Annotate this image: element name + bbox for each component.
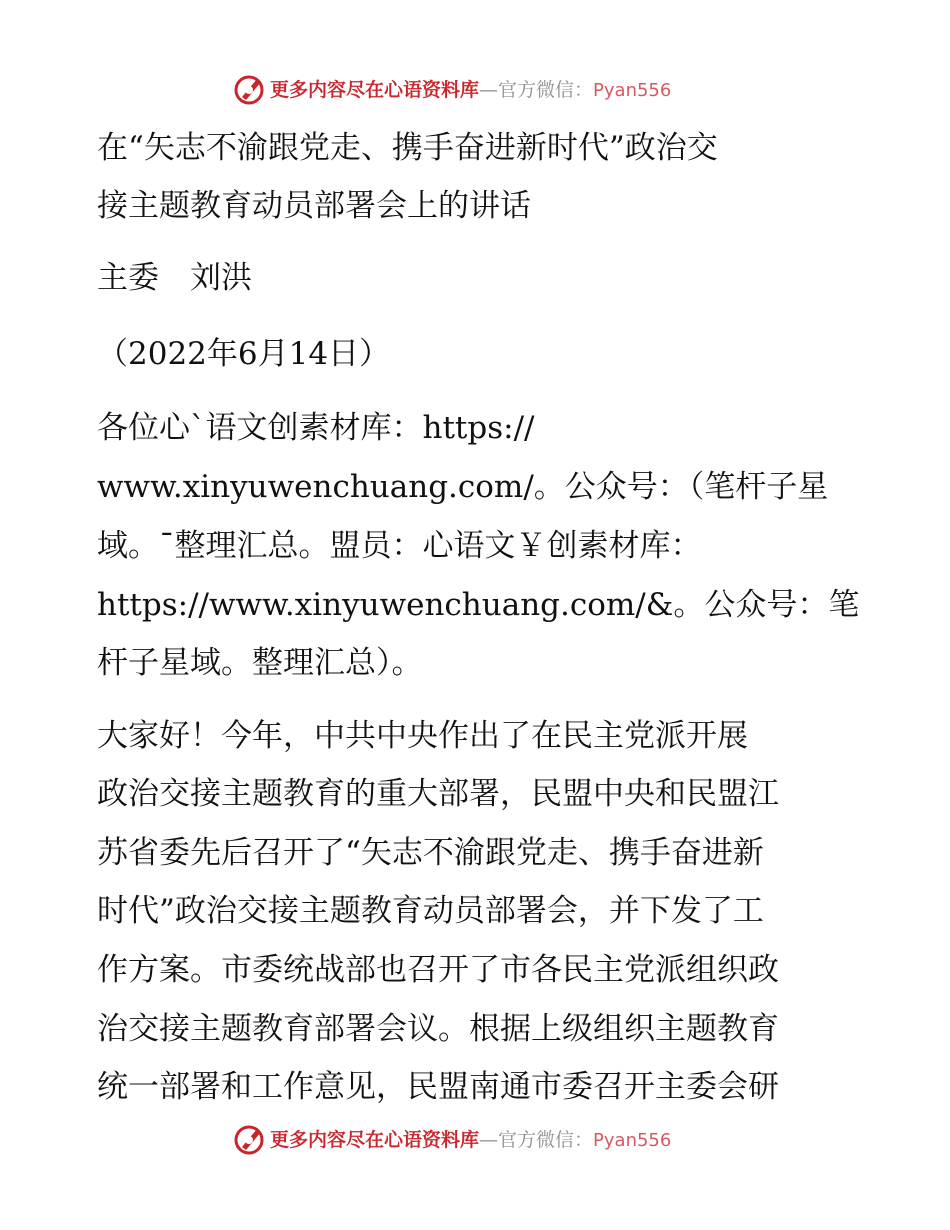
text-line: 时代”政治交接主题教育动员部署会，并下发了工 xyxy=(97,893,764,929)
pen-circle-logo-icon xyxy=(233,1122,267,1156)
title-line-1: 在“矢志不渝跟党走、携手奋进新时代”政治交 xyxy=(97,130,718,166)
text-line: 杆子星域。整理汇总）。 xyxy=(97,645,423,681)
text-line: 苏省委先后召开了“矢志不渝跟党走、携手奋进新 xyxy=(97,835,764,871)
text-line: https://www.xinyuwenchuang.com/&。公众号：笔 xyxy=(97,587,860,623)
date-line: （2022年6月14日） xyxy=(97,336,391,372)
watermark-wechat-label: —官方微信： xyxy=(479,1129,594,1151)
watermark-banner-top xyxy=(0,70,950,110)
watermark-wechat-id: Pyan556 xyxy=(593,80,672,101)
watermark-slogan: 更多内容尽在心语资料库 xyxy=(270,1129,480,1151)
watermark-banner-bottom xyxy=(0,1120,950,1160)
text-line: 作方案。市委统战部也召开了市各民主党派组织政 xyxy=(97,952,779,988)
watermark-text xyxy=(270,76,671,105)
text-line: 统一部署和工作意见，民盟南通市委召开主委会研 xyxy=(97,1069,779,1105)
text-line: www.xinyuwenchuang.com/。公众号：（笔杆子星 xyxy=(97,469,829,505)
pen-circle-logo-icon xyxy=(233,72,267,106)
author-line: 主委 刘洪 xyxy=(97,260,252,296)
text-line: 政治交接主题教育的重大部署，民盟中央和民盟江 xyxy=(97,776,779,812)
text-line: 大家好！今年，中共中央作出了在民主党派开展 xyxy=(97,718,748,754)
text-line: 域。¯整理汇总。盟员：心语文￥创素材库： xyxy=(97,528,702,564)
watermark-text xyxy=(270,1126,671,1155)
title-line-2: 接主题教育动员部署会上的讲话 xyxy=(97,188,531,224)
text-line: 治交接主题教育部署会议。根据上级组织主题教育 xyxy=(97,1011,779,1047)
watermark-slogan: 更多内容尽在心语资料库 xyxy=(270,79,480,101)
watermark-wechat-id: Pyan556 xyxy=(593,1130,672,1151)
watermark-wechat-label: —官方微信： xyxy=(479,79,594,101)
text-line: 各位心`语文创素材库：https:// xyxy=(97,410,535,446)
